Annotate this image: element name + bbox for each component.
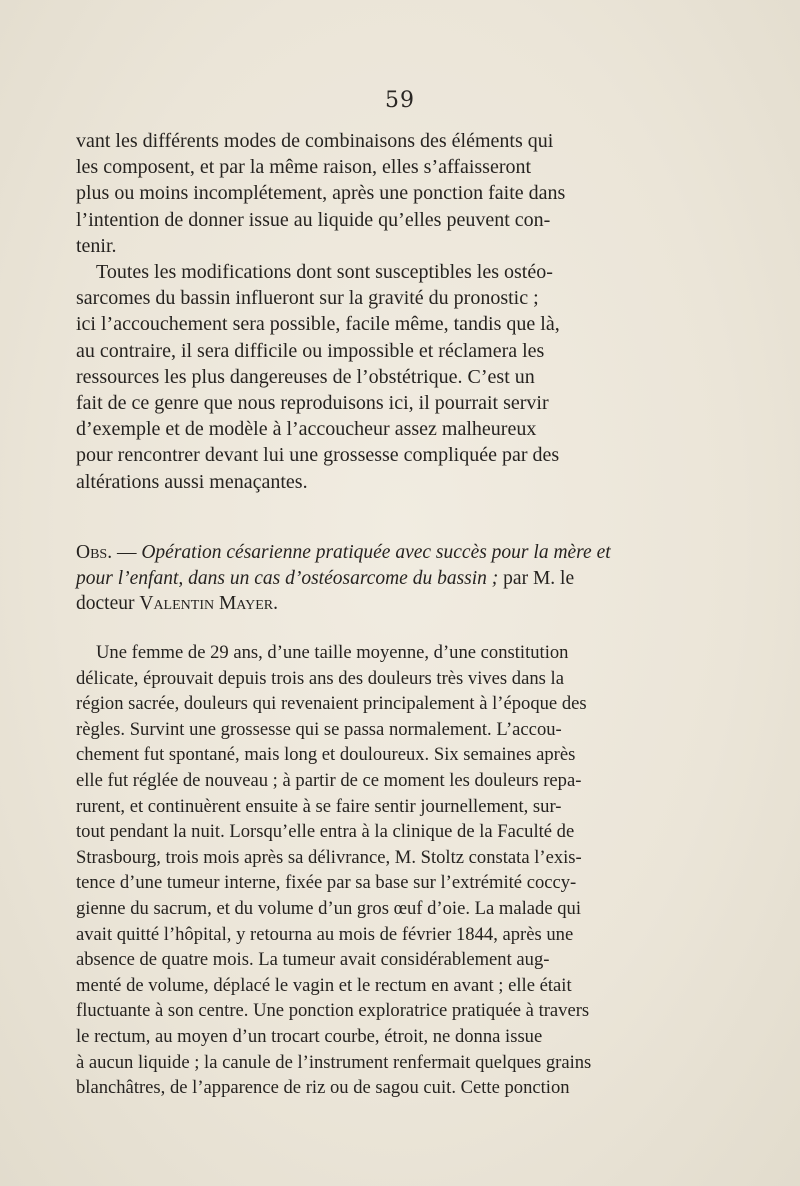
text-line: le rectum, au moyen d’un trocart courbe, étroit, ne donna issue — [76, 1025, 543, 1047]
text-line: au contraire, il sera difficile ou impossible et réclamera les — [76, 339, 545, 362]
author-name: Valentin Mayer. — [139, 593, 279, 614]
text-line: Strasbourg, trois mois après sa délivrance, M. Stoltz constata l’exis- — [76, 846, 582, 868]
text-line: Toutes les modifications dont sont susceptibles les ostéo- — [96, 261, 553, 284]
text-line: fluctuante à son centre. Une ponction exploratrice pratiquée à travers — [76, 1000, 590, 1022]
text-line: vant les différents modes de combinaisons des éléments qui — [76, 130, 554, 152]
observation-title-text: Opération césarienne pratiquée avec succès pour la mère et — [141, 542, 611, 563]
observation-title — [76, 540, 616, 617]
text-line: l’intention de donner issue au liquide qu’elles peuvent con- — [76, 208, 551, 231]
page-number: 59 — [385, 88, 415, 113]
text-line: délicate, éprouvait depuis trois ans des douleurs très vives dans la — [76, 667, 564, 689]
text-line: altérations aussi menaçantes. — [76, 470, 308, 493]
paragraph-prognosis — [76, 259, 616, 495]
text-line: les composent, et par la même raison, elles s’affaisseront — [76, 156, 532, 179]
text-line: région sacrée, douleurs qui revenaient principalement à l’époque des — [76, 693, 587, 715]
text-line: fait de ce genre que nous reproduisons ici, il pourrait servir — [76, 392, 549, 415]
observation-title-text: pour l’enfant, dans un cas d’ostéosarcome du bassin ; — [76, 567, 499, 589]
text-line: d’exemple et de modèle à l’accoucheur assez malheureux — [76, 418, 537, 441]
text-line: chement fut spontané, mais long et douloureux. Six semaines après — [76, 744, 576, 766]
text-line: tenir. — [76, 234, 117, 257]
text-line: plus ou moins incomplétement, après une ponction faite dans — [76, 182, 566, 205]
text-line: sarcomes du bassin influeront sur la gravité du pronostic ; — [76, 287, 539, 310]
text-line: elle fut réglée de nouveau ; à partir de ce moment les douleurs repa- — [76, 769, 582, 791]
observation-dash: — — [116, 542, 137, 563]
text-line: ressources les plus dangereuses de l’obstétrique. C’est un — [76, 365, 535, 388]
case-text — [76, 640, 616, 1101]
observation-line-1 — [76, 540, 616, 566]
observation-line-3 — [76, 591, 616, 617]
text-line: absence de quatre mois. La tumeur avait considérablement aug- — [76, 949, 550, 971]
observation-line-2 — [76, 566, 616, 592]
text-line: pour rencontrer devant lui une grossesse compliquée par des — [76, 444, 560, 467]
text-line: blanchâtres, de l’apparence de riz ou de sagou cuit. Cette ponction — [76, 1077, 570, 1099]
text-line: tout pendant la nuit. Lorsqu’elle entra à la clinique de la Faculté de — [76, 821, 575, 843]
text-line: Une femme de 29 ans, d’une taille moyenne, d’une constitution — [96, 642, 569, 663]
observation-label: Obs. — [76, 542, 113, 563]
text-line: tence d’une tumeur interne, fixée par sa base sur l’extrémité coccy- — [76, 872, 577, 894]
text-line: avait quitté l’hôpital, y retourna au mois de février 1844, après une — [76, 923, 574, 945]
paragraph-continuation — [76, 128, 616, 259]
text-line: rurent, et continuèrent ensuite à se faire sentir journellement, sur- — [76, 795, 562, 817]
observation-heading — [76, 540, 616, 617]
text-line: à aucun liquide ; la canule de l’instrument renfermait quelques grains — [76, 1051, 592, 1073]
opening-text — [76, 128, 616, 495]
text-line: gienne du sacrum, et du volume d’un gros œuf d’oie. La malade qui — [76, 897, 581, 919]
text-line: règles. Survint une grossesse qui se passa normalement. L’accou- — [76, 718, 562, 740]
observation-by: par M. le — [503, 567, 575, 589]
text-line: ici l’accouchement sera possible, facile même, tandis que là, — [76, 313, 560, 336]
paragraph-case — [76, 640, 616, 1101]
author-prefix: docteur — [76, 593, 135, 614]
text-line: menté de volume, déplacé le vagin et le rectum en avant ; elle était — [76, 974, 572, 996]
